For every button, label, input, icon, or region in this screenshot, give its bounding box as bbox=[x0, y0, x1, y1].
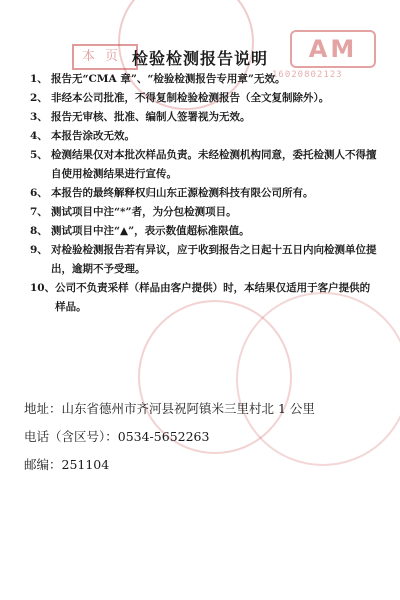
list-item bbox=[30, 146, 378, 184]
item-number: 9、 bbox=[30, 244, 48, 256]
item-number: 7、 bbox=[30, 206, 48, 218]
accreditation-logo: AM bbox=[290, 30, 376, 68]
list-item bbox=[30, 279, 378, 317]
item-number: 1、 bbox=[30, 73, 48, 85]
accreditation-number: 16020802123 bbox=[272, 70, 343, 80]
page-stamp: 本页 bbox=[72, 44, 138, 70]
item-number: 10、 bbox=[30, 282, 56, 294]
address-line: 地址：山东省德州市齐河县祝阿镇米三里村北 1 公里 bbox=[24, 401, 315, 416]
item-text: 公司不负责采样（样品由客户提供）时，本结果仅适用于客户提供的样品。 bbox=[55, 282, 371, 313]
list-item bbox=[30, 241, 378, 279]
item-text: 非经本公司批准，不得复制检验检测报告（全文复制除外）。 bbox=[51, 92, 330, 104]
list-item bbox=[30, 70, 378, 89]
item-number: 4、 bbox=[30, 130, 48, 142]
list-item bbox=[30, 222, 378, 241]
item-number: 6、 bbox=[30, 187, 48, 199]
item-text: 本报告的最终解释权归山东正源检测科技有限公司所有。 bbox=[51, 187, 314, 199]
postcode-line: 邮编：251104 bbox=[24, 457, 110, 472]
page-title: 检验检测报告说明 bbox=[131, 49, 268, 68]
list-item bbox=[30, 184, 378, 203]
item-text: 测试项目中注“*”者，为分包检测项目。 bbox=[51, 206, 237, 218]
notice-list bbox=[30, 70, 378, 317]
list-item bbox=[30, 203, 378, 222]
item-number: 8、 bbox=[30, 225, 48, 237]
item-text: 本报告涂改无效。 bbox=[51, 130, 135, 142]
item-number: 5、 bbox=[30, 149, 48, 161]
contact-info bbox=[24, 395, 384, 479]
item-text: 对检验检测报告若有异议，应于收到报告之日起十五日内向检测单位提出，逾期不予受理。 bbox=[51, 244, 377, 275]
item-number: 3、 bbox=[30, 111, 48, 123]
item-text: 测试项目中注“▲”，表示数值超标准限值。 bbox=[51, 225, 250, 237]
item-text: 检测结果仅对本批次样品负责。未经检测机构同意，委托检测人不得擅自使用检测结果进行宣传。 bbox=[51, 149, 377, 180]
list-item bbox=[30, 89, 378, 108]
list-item bbox=[30, 108, 378, 127]
item-text: 报告无审核、批准、编制人签署视为无效。 bbox=[51, 111, 251, 123]
item-number: 2、 bbox=[30, 92, 48, 104]
phone-line: 电话（含区号）：0534-5652263 bbox=[24, 429, 210, 444]
list-item bbox=[30, 127, 378, 146]
item-text: 报告无“CMA 章”、“检验检测报告专用章”无效。 bbox=[51, 73, 286, 85]
